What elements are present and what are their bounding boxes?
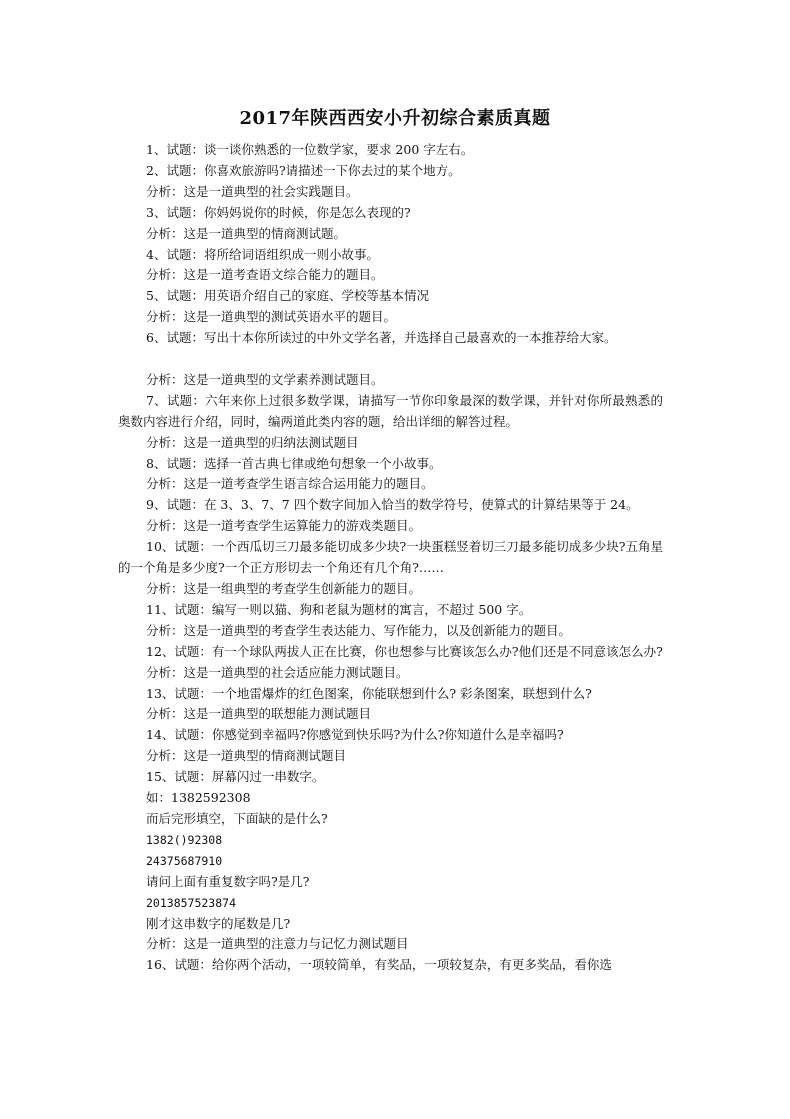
digit-string: 1382()92308 bbox=[146, 832, 223, 847]
text-line: 11、试题：编写一则以猫、狗和老鼠为题材的寓言，不超过 500 字。 bbox=[146, 601, 532, 617]
text-line: 分析：这是一道典型的社会适应能力测试题目。 bbox=[146, 664, 409, 680]
text-line: 分析：这是一道典型的情商测试题目 bbox=[146, 748, 347, 764]
digit-string: 2013857523874 bbox=[146, 895, 237, 910]
text-line: 分析：这是一道典型的社会实践题目。 bbox=[146, 183, 359, 199]
text-line: 2、试题：你喜欢旅游吗?请描述一下你去过的某个地方。 bbox=[146, 162, 461, 178]
text-line: 刚才这串数字的尾数是几? bbox=[146, 915, 291, 931]
text-line: 5、试题：用英语介绍自己的家庭、学校等基本情况 bbox=[146, 288, 429, 304]
page-title: 2017年陕西西安小升初综合素质真题 bbox=[239, 108, 551, 129]
text-line: 请问上面有重复数字吗?是几? bbox=[146, 873, 310, 889]
document-body bbox=[118, 140, 663, 976]
text-line: 分析：这是一道典型的考查学生表达能力、写作能力，以及创新能力的题目。 bbox=[146, 622, 572, 638]
text-line: 分析：这是一道典型的情商测试题。 bbox=[146, 225, 347, 241]
text-line: 13、试题：一个地雷爆炸的红色图案，你能联想到什么? 彩条图案，联想到什么? bbox=[146, 685, 592, 701]
text-line: 分析：这是一道典型的测试英语水平的题目。 bbox=[146, 309, 397, 325]
text-line: 分析：这是一道考查学生语言综合运用能力的题目。 bbox=[146, 476, 434, 492]
text-line: 1、试题：谈一谈你熟悉的一位数学家，要求 200 字左右。 bbox=[146, 142, 474, 157]
text-line: 14、试题：你感觉到幸福吗?你感觉到快乐吗?为什么?你知道什么是幸福吗? bbox=[146, 727, 564, 743]
text-line: 分析：这是一道典型的注意力与记忆力测试题目 bbox=[146, 936, 409, 952]
text-paragraph: 7、试题：六年来你上过很多数学课，请描写一节你印象最深的数学课，并针对你所最熟悉的奥数内容进行介绍，同时，编两道此类内容的题，给出详细的解答过程。 bbox=[118, 392, 663, 429]
text-line: 分析：这是一道典型的归纳法测试题目 bbox=[146, 434, 359, 450]
text-paragraph: 12、试题：有一个球队两拔人正在比赛，你也想参与比赛该怎么办?他们还是不同意该怎么办? bbox=[146, 643, 663, 659]
text-line: 分析：这是一道考查语文综合能力的题目。 bbox=[146, 267, 384, 283]
digit-string: 24375687910 bbox=[146, 853, 223, 868]
text-line: 如：1382592308 bbox=[146, 790, 251, 806]
text-line: 8、试题：选择一首古典七律或绝句想象一个小故事。 bbox=[146, 455, 442, 471]
text-line: 16、试题：给你两个活动，一项较简单，有奖品，一项较复杂，有更多奖品，看你选 bbox=[146, 957, 612, 973]
text-paragraph: 9、试题：在 3、3、7、7 四个数字间加入恰当的数学符号，使算式的计算结果等于 24。 bbox=[146, 497, 639, 513]
blank-line bbox=[118, 349, 663, 370]
text-line: 分析：这是一组典型的考查学生创新能力的题目。 bbox=[146, 581, 422, 597]
text-line: 6、试题：写出十本你所读过的中外文学名著，并选择自己最喜欢的一本推荐给大家。 bbox=[146, 330, 617, 346]
text-line: 分析：这是一道典型的文学素养测试题目。 bbox=[146, 371, 384, 387]
text-line: 分析：这是一道考查学生运算能力的游戏类题目。 bbox=[146, 518, 422, 534]
text-line: 分析：这是一道典型的联想能力测试题目 bbox=[146, 706, 372, 722]
text-line: 3、试题：你妈妈说你的时候，你是怎么表现的? bbox=[146, 204, 411, 220]
text-paragraph: 10、试题：一个西瓜切三刀最多能切成多少块?一块蛋糕竖着切三刀最多能切成多少块?五角星的一个角是多少度?一个正方形切去一个角还有几个角?…… bbox=[118, 539, 663, 576]
text-line: 而后完形填空，下面缺的是什么? bbox=[146, 810, 328, 826]
text-line: 4、试题：将所给词语组织成一则小故事。 bbox=[146, 246, 379, 262]
text-line: 15、试题：屏幕闪过一串数字。 bbox=[146, 769, 325, 785]
